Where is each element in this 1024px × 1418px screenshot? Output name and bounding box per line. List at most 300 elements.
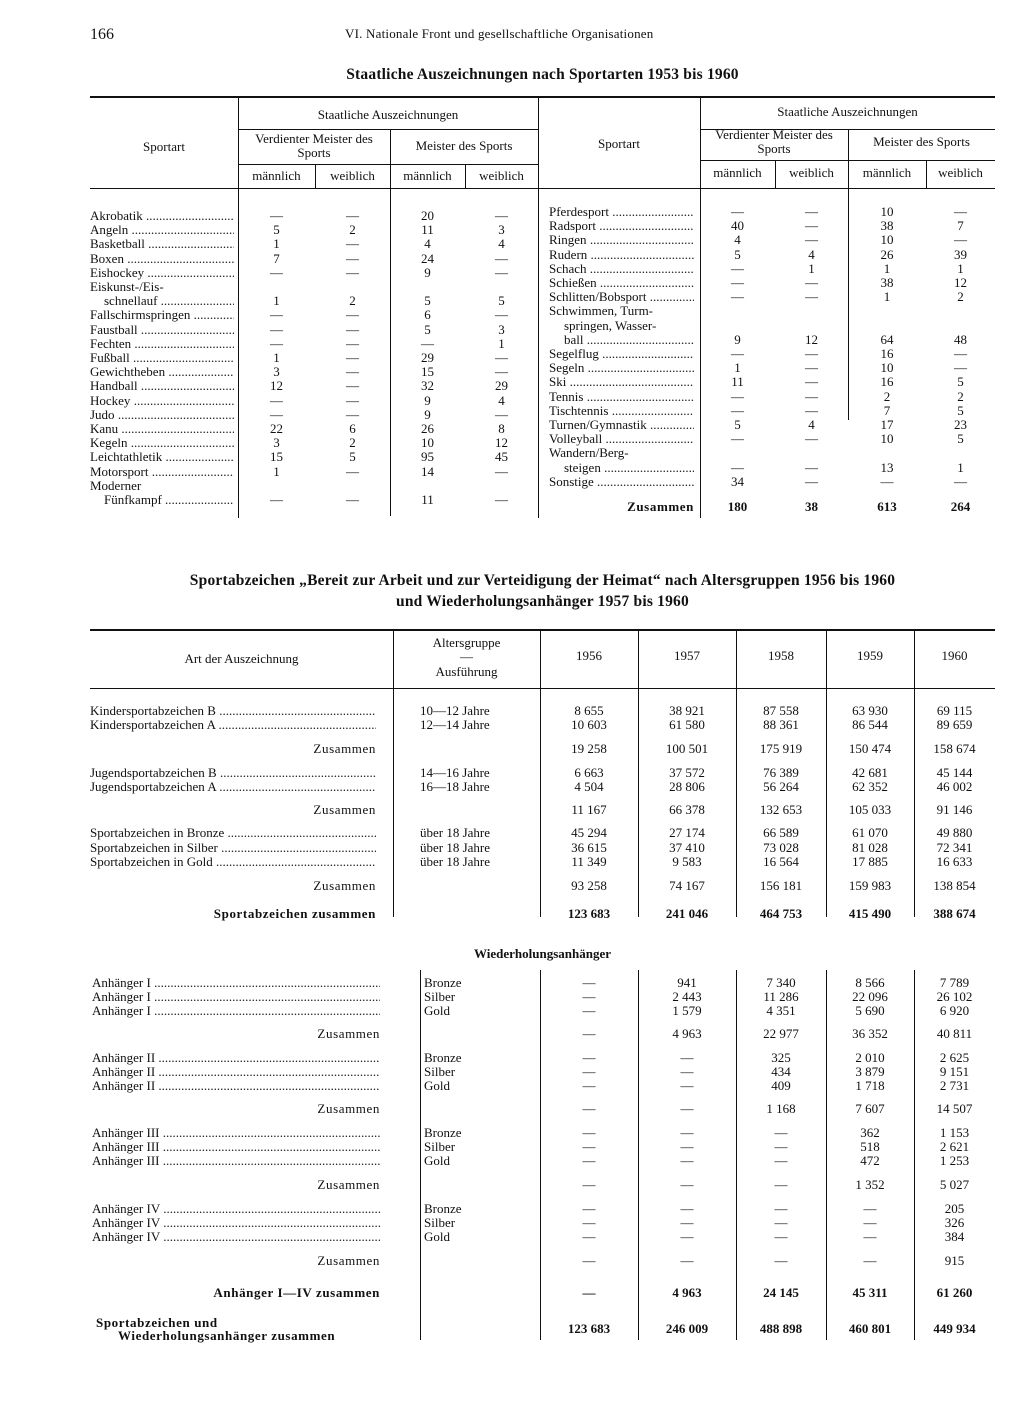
table2-cell: —	[680, 1215, 694, 1230]
table2-cell: 22 096	[852, 989, 888, 1004]
table1-cell: —	[270, 307, 283, 323]
table1-header-bottom-rule	[90, 188, 995, 189]
table2-row-label: Sportabzeichen in Bronze .....	[90, 826, 376, 840]
table2-cell: 472	[860, 1153, 880, 1168]
table1-cell: 6	[424, 307, 431, 323]
table2-cell: 27 174	[669, 825, 705, 840]
table2-cell: 2 625	[939, 1050, 970, 1065]
table1-row-label: Schießen .....	[549, 276, 694, 290]
table1-cell: 5	[349, 449, 356, 465]
table2-cell: 10 603	[571, 717, 607, 732]
table1-cell: 7	[957, 218, 964, 234]
table1-row-label: Schach .....	[549, 262, 694, 276]
table2-cell: —	[680, 1177, 694, 1192]
table2-cell: 388 674	[933, 906, 976, 921]
table1-cell: 7	[883, 402, 891, 418]
table1-cell: 5	[734, 246, 741, 262]
table2-cell: 362	[860, 1125, 880, 1140]
table1-cell: —	[954, 204, 967, 219]
table2-sum-label: Zusammen	[313, 802, 376, 817]
table1-cell: 9	[424, 392, 431, 408]
table2-column-line	[420, 970, 421, 1340]
table2-cell: 415 490	[848, 906, 892, 921]
table1-cell: 20	[421, 208, 434, 223]
table1-cell: 4	[424, 236, 431, 252]
table2-cell: —	[582, 1064, 596, 1079]
table1-cell: 6	[349, 421, 356, 436]
table1-row-label: Basketball .....	[90, 237, 234, 251]
table2-cell: 26 102	[936, 989, 973, 1004]
table1-cell: 1	[273, 236, 280, 252]
table1-cell: —	[731, 275, 744, 290]
table1-row-label: Fallschirmspringen .....	[90, 308, 234, 322]
table2-row-label: Anhänger IV .....	[92, 1216, 380, 1230]
table2-cell: 5 027	[939, 1177, 970, 1192]
table1-cell: —	[805, 459, 818, 475]
table2-cell: 434	[771, 1064, 791, 1079]
table1-cell: 4	[808, 417, 815, 432]
table2-cell: 91 146	[936, 802, 973, 817]
table2-cell: —	[680, 1125, 694, 1140]
table1-cell: 1	[273, 463, 280, 479]
table1-cell: 9	[424, 264, 431, 280]
table2-cell: 49 880	[936, 825, 973, 840]
table1-cell: —	[805, 346, 818, 361]
table1-cell: —	[731, 431, 744, 447]
table2-row-label: Anhänger III .....	[92, 1140, 380, 1154]
table2-cell: —	[582, 1229, 596, 1244]
table2-cell: 28 806	[669, 779, 705, 794]
table1-cell: —	[805, 360, 818, 376]
table2-cell: 86 544	[852, 717, 888, 732]
header-ausfuehrung: Ausführung	[435, 664, 498, 679]
table2-cell: 156 181	[759, 878, 803, 893]
table2-cell: 62 352	[852, 779, 888, 794]
table2-cell: 1 579	[672, 1003, 702, 1018]
table2-cell: 37 410	[669, 840, 705, 855]
table1-cell: 1	[957, 260, 964, 276]
table1-cell: —	[346, 307, 359, 323]
table2-cell: 1 168	[766, 1101, 796, 1116]
grand-total-cell: 123 683	[567, 1321, 611, 1336]
table2-cell: 16 564	[763, 854, 799, 869]
table1-cell: —	[805, 289, 818, 305]
table1-cell: —	[805, 431, 818, 447]
table2-cell: 205	[944, 1201, 965, 1216]
table1-cell: 1	[883, 260, 891, 276]
table2-cell: —	[680, 1078, 694, 1093]
table1-row-label: Fechten .....	[90, 337, 234, 351]
table2-cell: 11 286	[763, 989, 799, 1004]
table2-title-line2: und Wiederholungsanhänger 1957 bis 1960	[396, 593, 689, 610]
table2-row-group: Gold	[424, 1078, 450, 1093]
table1-cell: —	[270, 208, 283, 223]
table2-cell: —	[863, 1215, 877, 1230]
table1-row-label: Boxen .....	[90, 252, 234, 266]
table2-row-group: Bronze	[424, 1201, 462, 1216]
header-art: Art der Auszeichnung	[184, 651, 299, 666]
table1-cell: 11	[731, 374, 744, 390]
table2-cell: 6 663	[574, 765, 604, 780]
table1-cell: —	[805, 204, 818, 219]
table2-cell: 2 010	[855, 1050, 885, 1065]
table2-row-group: Gold	[424, 1003, 450, 1018]
table1-row-label: Angeln .....	[90, 223, 234, 237]
table2-cell: 37 572	[669, 765, 705, 780]
table2-cell: 7 607	[855, 1101, 885, 1116]
table1-cell: 5	[734, 417, 741, 432]
table1-cell: 1	[957, 459, 964, 475]
table1-cell: —	[495, 406, 508, 422]
table1-cell: 12	[270, 378, 283, 394]
table2-cell: —	[582, 1003, 596, 1018]
table1-cell: 95	[421, 449, 434, 465]
table1-row-label: Eishockey .....	[90, 266, 234, 280]
table1-cell: —	[805, 218, 818, 234]
table1-cell: —	[495, 208, 508, 223]
header-maennlich: männlich	[252, 168, 301, 183]
header-altersgruppe: Altersgruppe	[432, 635, 501, 650]
table2-sum-label: Anhänger I—IV zusammen	[213, 1285, 380, 1300]
table1-cell: 2	[349, 435, 356, 451]
chapter-title: VI. Nationale Front und gesellschaftliche Organisationen	[345, 26, 654, 41]
table1-row-label: Handball .....	[90, 379, 234, 393]
table1-cell: —	[495, 492, 508, 507]
header-weiblich: weiblich	[479, 168, 524, 183]
table1-cell: 29	[421, 350, 434, 365]
table1-cell: 1	[273, 350, 280, 365]
table1-cell: 10	[880, 204, 894, 219]
table1-cell: —	[805, 402, 818, 418]
table2-row-label: Anhänger II .....	[92, 1051, 380, 1065]
table2-sum-label: Sportabzeichen zusammen	[213, 906, 376, 921]
table2-cell: —	[774, 1201, 788, 1216]
table2-cell: —	[680, 1201, 694, 1216]
header-staatliche-right: Staatliche Auszeichnungen	[777, 104, 918, 119]
table1-cell: 3	[273, 364, 280, 380]
page-number: 166	[90, 26, 114, 43]
table1-cell: 1	[883, 289, 891, 305]
table2-cell: —	[680, 1064, 694, 1079]
table1-cell: 1	[734, 360, 741, 376]
table1-cell: 4	[498, 392, 505, 408]
table1-row-label: Gewichtheben .....	[90, 365, 234, 379]
header-year: 1957	[674, 648, 700, 663]
table2-cell: 42 681	[852, 765, 888, 780]
table2-cell: 73 028	[763, 840, 799, 855]
table2-cell: 36 352	[852, 1026, 888, 1041]
header-verdienter-right: Verdienter Meister des Sports	[715, 127, 833, 156]
table1-cell: 16	[880, 374, 894, 390]
table1-total-cell: 38	[805, 499, 818, 514]
table1-row-label: Hockey .....	[90, 394, 234, 408]
table2-cell: 123 683	[567, 906, 611, 921]
grand-total-cell: 488 898	[759, 1321, 803, 1336]
table2-cell: —	[774, 1253, 788, 1268]
table2-top-rule	[90, 629, 995, 631]
table2-cell: 9 151	[939, 1064, 970, 1079]
table1-cell: —	[954, 346, 967, 361]
table1-cell: 32	[421, 378, 434, 394]
table1-row-label: Kegeln .....	[90, 436, 234, 450]
table2-cell: 7 789	[939, 975, 970, 990]
table1-cell: 5	[424, 293, 431, 309]
table1-row-label: Schwimmen, Turm-	[549, 304, 654, 319]
header-verdienter-left: Verdienter Meister des Sports	[255, 131, 373, 160]
table1-cell: 9	[424, 406, 431, 422]
table2-cell: 89 659	[936, 717, 973, 732]
table1-cell: 40	[731, 218, 744, 234]
table2-row-label: Anhänger IV .....	[92, 1230, 380, 1244]
table1-cell: 11	[421, 492, 434, 507]
table2-row-label: Anhänger I .....	[92, 1004, 380, 1018]
table1-cell: 1	[808, 260, 815, 276]
table1-row-label: Wandern/Berg-	[549, 446, 629, 461]
table2-cell: 518	[860, 1139, 880, 1154]
table1-cell: —	[880, 473, 894, 489]
table1-cell: 10	[421, 435, 434, 451]
header-year: 1959	[857, 648, 883, 663]
table1-title: Staatliche Auszeichnungen nach Sportarten 1953 bis 1960	[346, 66, 739, 83]
table1-cell: 2	[957, 289, 964, 305]
table1-cell: 17	[880, 417, 894, 432]
table1-cell: 48	[954, 331, 967, 347]
table2-cell: 69 115	[936, 703, 973, 718]
header-maennlich: männlich	[862, 165, 912, 180]
table2-row-group: 16—18 Jahre	[420, 779, 490, 794]
table2-cell: 150 474	[848, 741, 892, 756]
table1-cell: —	[346, 236, 359, 252]
table2-cell: 8 566	[855, 975, 885, 990]
table2-title-line1: Sportabzeichen „Bereit zur Arbeit und zur Verteidigung der Heimat“ nach Altersgruppen 1956 bis 1960	[189, 572, 896, 589]
table1-cell: —	[495, 307, 508, 323]
table2-cell: 132 653	[759, 802, 803, 817]
header-weiblich: weiblich	[789, 165, 834, 180]
table1-row-label: Volleyball .....	[549, 432, 694, 446]
table1-cell: 5	[498, 293, 505, 309]
table1-row-label: Fußball .....	[90, 351, 234, 365]
grand-total-label-2: Wiederholungsanhänger zusammen	[118, 1328, 336, 1343]
table1-total-label: Zusammen	[627, 499, 694, 514]
table1-cell: 38	[880, 275, 894, 290]
header-sportart-left: Sportart	[143, 139, 185, 154]
table1-cell: —	[346, 406, 359, 422]
table2-cell: —	[582, 1153, 596, 1168]
table1-row-label: Rudern .....	[549, 248, 694, 262]
table2-cell: 4 504	[574, 779, 604, 794]
table2-cell: 22 977	[763, 1026, 799, 1041]
table2-cell: —	[582, 1078, 596, 1093]
grand-total-cell: 449 934	[933, 1321, 976, 1336]
table1-total-cell: 180	[727, 499, 748, 514]
table2-cell: 11 349	[571, 854, 607, 869]
table1-cell: —	[346, 378, 359, 394]
table2-cell: 45 144	[936, 765, 973, 780]
table1-cell: 5	[424, 321, 431, 337]
table1-cell: 12	[495, 435, 508, 451]
table1-cell: —	[495, 463, 508, 479]
table1-cell: —	[954, 232, 967, 248]
table2-cell: 81 028	[852, 840, 888, 855]
table1-row-label: Leichtathletik .....	[90, 450, 234, 464]
table2-sum-label: Zusammen	[317, 1026, 380, 1041]
table2-row-label: Kindersportabzeichen B .....	[90, 704, 376, 718]
table2-row-group: über 18 Jahre	[420, 854, 491, 869]
table2-cell: 19 258	[571, 741, 607, 756]
table2-sum-label: Zusammen	[317, 1253, 380, 1268]
table2-cell: —	[774, 1125, 788, 1140]
table2-cell: 158 674	[933, 741, 976, 756]
table2-row-label: Anhänger I .....	[92, 976, 380, 990]
table2-cell: 6 920	[939, 1003, 970, 1018]
table1-cell: 34	[731, 473, 744, 489]
grand-total-cell: 460 801	[848, 1321, 892, 1336]
table2-cell: 2 731	[939, 1078, 970, 1093]
table2-row-label: Anhänger I .....	[92, 990, 380, 1004]
table1-cell: —	[421, 335, 434, 351]
table1-cell: —	[346, 392, 359, 408]
table1-cell: —	[731, 289, 744, 305]
table1-cell: —	[805, 473, 818, 489]
table2-cell: 4 963	[672, 1285, 702, 1300]
table1-total-cell: 264	[950, 499, 971, 514]
table2-cell: —	[680, 1253, 694, 1268]
table1-row-label: steigen .....	[564, 461, 694, 475]
table2-cell: —	[680, 1153, 694, 1168]
table2-cell: 8 655	[574, 703, 604, 718]
table1-row-label: Faustball .....	[90, 323, 234, 337]
table2-cell: 1 253	[939, 1153, 970, 1168]
table2-cell: —	[582, 1026, 596, 1041]
table2-row-label: Anhänger III .....	[92, 1154, 380, 1168]
header-maennlich: männlich	[403, 168, 452, 183]
table2-row-group: Silber	[424, 1215, 456, 1230]
table1-cell: 22	[270, 421, 283, 436]
table1-row-label: schnellauf .....	[104, 294, 234, 308]
table1-cell: 12	[805, 331, 818, 347]
table1-row-label: Judo .....	[90, 408, 234, 422]
table2-row-label: Anhänger IV .....	[92, 1202, 380, 1216]
table1-cell: 10	[880, 360, 894, 376]
table1-row-label: Kanu .....	[90, 422, 234, 436]
table1-cell: 11	[421, 222, 434, 238]
table2-cell: 87 558	[763, 703, 799, 718]
table1-cell: —	[346, 463, 359, 479]
table1-row-label: Schlitten/Bobsport .....	[549, 290, 694, 304]
table2-cell: —	[774, 1139, 788, 1154]
header-sub-rule-left	[238, 164, 538, 165]
table2-cell: —	[863, 1201, 877, 1216]
table2-row-group: Gold	[424, 1153, 450, 1168]
table2-cell: 11 167	[571, 802, 607, 817]
table2-row-label: Kindersportabzeichen A .....	[90, 718, 376, 732]
table1-cell: —	[495, 264, 508, 280]
table1-cell: 14	[421, 463, 434, 479]
table1-row-label: Pferdesport .....	[549, 205, 694, 219]
table2-row-group: Bronze	[424, 1125, 462, 1140]
table2-cell: 72 341	[936, 840, 973, 855]
header-altersgruppe-dash: —	[460, 649, 473, 664]
table1-cell: 64	[880, 331, 894, 347]
table1-cell: 3	[498, 321, 505, 337]
grand-total-cell: 246 009	[665, 1321, 709, 1336]
header-weiblich: weiblich	[938, 165, 983, 180]
table1-cell: —	[270, 492, 283, 507]
table1-total-cell: 613	[877, 499, 897, 514]
table1-cell: —	[270, 264, 283, 280]
table1-cell: 9	[734, 331, 741, 347]
table2-cell: 9 583	[672, 854, 702, 869]
header-year: 1958	[768, 648, 794, 663]
table1-cell: 4	[734, 232, 741, 248]
table2-cell: 61 260	[936, 1285, 973, 1300]
table1-cell: —	[731, 402, 744, 418]
header-group-rule-left	[238, 129, 538, 130]
table1-cell: 29	[495, 378, 508, 394]
table1-cell: 2	[957, 388, 964, 404]
table1-cell: 26	[421, 421, 434, 436]
table2-cell: —	[582, 1177, 596, 1192]
table2-row-group: Bronze	[424, 1050, 462, 1065]
table2-title	[90, 570, 995, 612]
table1-row-label: Ringen .....	[549, 233, 694, 247]
table2-row-label: Anhänger III .....	[92, 1126, 380, 1140]
table2-cell: 941	[677, 975, 697, 990]
table2-cell: 326	[944, 1215, 965, 1230]
table1-column-line	[538, 98, 539, 518]
table2-cell: 14 507	[936, 1101, 973, 1116]
table1-cell: —	[346, 492, 359, 507]
table2-cell: 45 294	[571, 825, 607, 840]
table1-cell: 7	[273, 250, 280, 266]
table2-cell: 915	[944, 1253, 965, 1268]
table2-cell: —	[863, 1229, 877, 1244]
table2-cell: 74 167	[669, 878, 705, 893]
table1-row-label: Motorsport .....	[90, 465, 234, 479]
table2-cell: 159 983	[848, 878, 892, 893]
table2-cell: —	[774, 1229, 788, 1244]
table2-cell: —	[582, 989, 596, 1004]
table1-cell: 38	[880, 218, 894, 234]
table2-cell: 24 145	[763, 1285, 799, 1300]
table1-cell: 24	[421, 250, 434, 266]
table2-cell: —	[680, 1139, 694, 1154]
table2-header-bottom-rule	[90, 688, 995, 689]
table2-cell: 17 885	[852, 854, 888, 869]
table1-cell: —	[954, 473, 967, 489]
table1-cell: 5	[957, 402, 964, 418]
table2-cell: —	[582, 975, 596, 990]
table2-cell: 105 033	[848, 802, 892, 817]
table1-row-label: Moderner	[90, 478, 142, 493]
header-meister-right: Meister des Sports	[873, 134, 970, 149]
table1-cell: 2	[883, 388, 891, 404]
table2-cell: —	[582, 1215, 596, 1230]
table1-cell: 23	[954, 417, 967, 432]
table1-cell: 8	[498, 421, 505, 436]
table2-cell: —	[582, 1139, 596, 1154]
table1-cell: 10	[880, 431, 894, 447]
table2-cell: 325	[771, 1050, 791, 1065]
table2-sum-label: Zusammen	[313, 741, 376, 756]
table2-sum-label: Zusammen	[317, 1177, 380, 1192]
table2-cell: 175 919	[759, 741, 803, 756]
table2-cell: 409	[771, 1078, 791, 1093]
table2-cell: 93 258	[571, 878, 607, 893]
table1-column-line	[700, 98, 701, 518]
table2-row-group: über 18 Jahre	[420, 825, 491, 840]
grand-total-label-1: Sportabzeichen und	[96, 1315, 218, 1330]
